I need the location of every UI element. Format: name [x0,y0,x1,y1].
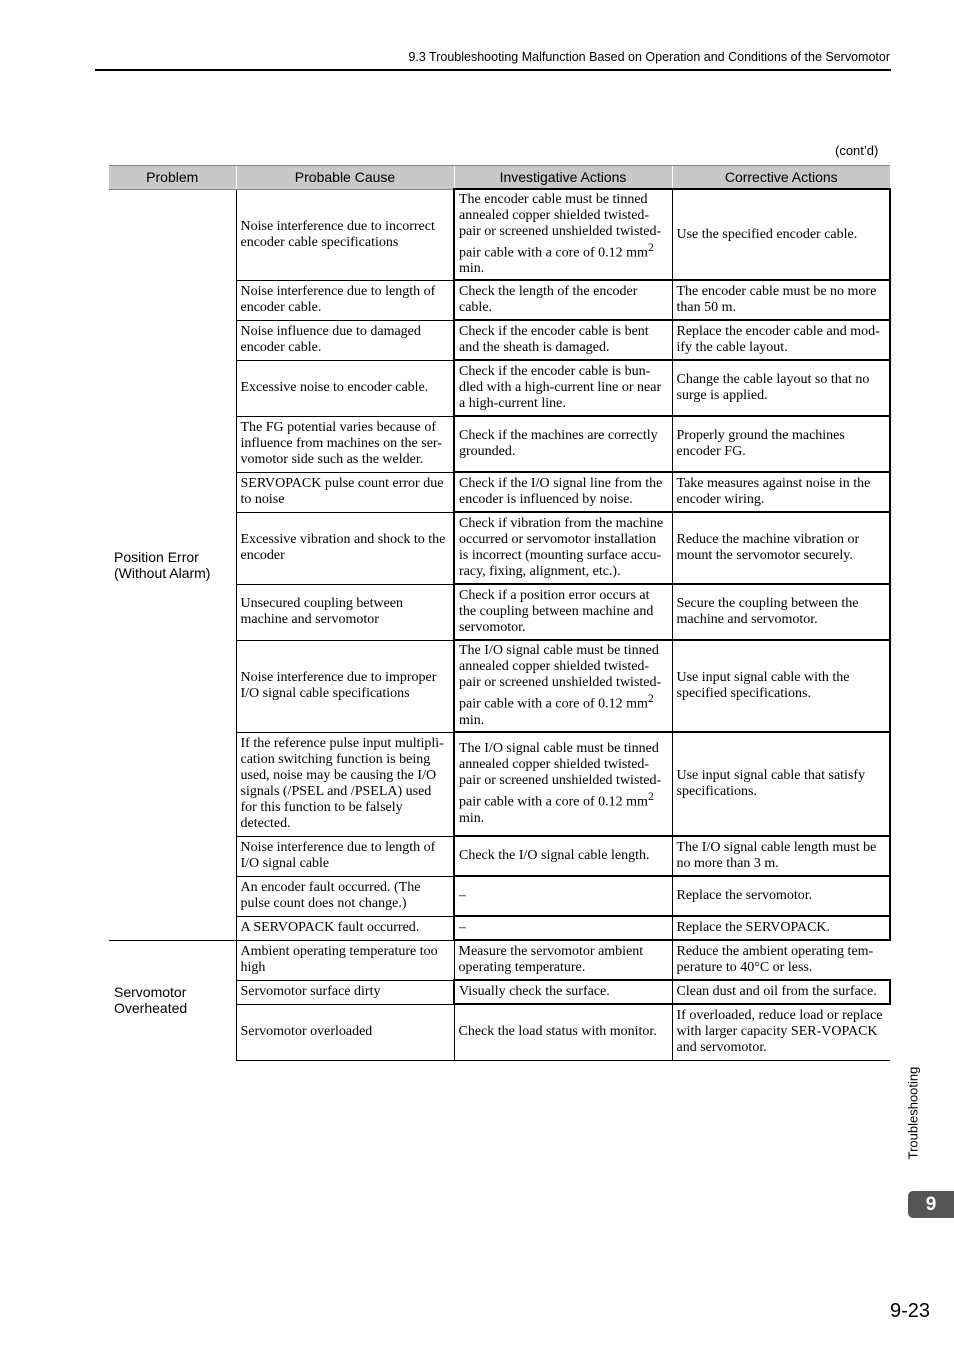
investigate-cell: Visually check the surface. [454,980,672,1004]
cause-cell: Noise interference due to improper I/O signal cable specifications [236,640,454,732]
corrective-cell: Use input signal cable with the specified specifications. [672,640,890,732]
corrective-cell: Use the specified encoder cable. [672,189,890,280]
cause-cell: SERVOPACK pulse count error due to noise [236,472,454,512]
side-tab-troubleshooting [903,1058,923,1168]
troubleshooting-table [109,165,891,1061]
corrective-cell: Secure the coupling between the machine and servomotor. [672,584,890,640]
table-row [109,940,890,980]
investigate-cell: The I/O signal cable must be tinned annealed copper shielded twisted-pair or screened unshielded twisted-pair cable with a core of 0.12 $mm^2$ min. [454,732,672,836]
corrective-cell: Replace the SERVOPACK. [672,916,890,940]
chapter-tab: 9 [908,1191,954,1218]
investigate-cell: – [454,916,672,940]
col-header-corrective: Corrective Actions [672,166,890,190]
problem-label: Overheated [114,1000,188,1017]
page-number: 9-23 [889,1300,930,1322]
side-tab-label: Troubleshooting [905,1066,921,1160]
corrective-cell: Use input signal cable that satisfy specifications. [672,732,890,836]
investigate-cell: Check if a position error occurs at the coupling between machine and servomotor. [454,584,672,640]
corrective-cell: The encoder cable must be no more than 50 m. [672,280,890,320]
problem-label: Servomotor [114,984,187,1001]
investigate-cell: Check the I/O signal cable length. [454,836,672,876]
problem-label: (Without Alarm) [114,564,211,581]
table-header-row [109,166,890,190]
table-row [109,189,890,280]
cause-cell: Ambient operating temperature too high [236,940,454,980]
problem-cell [109,189,236,940]
corrective-cell: Change the cable layout so that no surge is applied. [672,360,890,416]
investigate-cell: Check if the encoder cable is bun-dled with a high-current line or near a high-current line. [454,360,672,416]
cause-cell: Noise influence due to damaged encoder cable. [236,320,454,360]
problem-label: Position Error [114,548,199,565]
corrective-cell: Reduce the ambient operating tem-perature to 40°C or less. [672,940,890,980]
problem-cell [109,940,236,1060]
continued-label: (cont’d) [835,143,879,158]
corrective-cell: If overloaded, reduce load or replace with larger capacity SER-VOPACK and servomotor. [672,1004,890,1060]
corrective-cell: Properly ground the machines encoder FG. [672,416,890,472]
investigate-cell: The encoder cable must be tinned annealed copper shielded twisted-pair or screened unshielded twisted-pair cable with a core of 0.12 $mm^2$ min. [454,189,672,280]
investigate-cell: Check if the encoder cable is bent and the sheath is damaged. [454,320,672,360]
cause-cell: Noise interference due to length of I/O signal cable [236,836,454,876]
investigate-cell: Check if vibration from the machine occurred or servomotor installation is incorrect (mounting surface accu-racy, fixing, alignment, etc.). [454,512,672,584]
corrective-cell: Replace the encoder cable and mod-ify the cable layout. [672,320,890,360]
cause-cell: If the reference pulse input multipli-cation switching function is being used, noise may be causing the I/O signals (/PSEL and /PSELA) used for this function to be falsely detected. [236,732,454,836]
investigate-cell: Check the load status with monitor. [454,1004,672,1060]
cause-cell: Excessive vibration and shock to the encoder [236,512,454,584]
corrective-cell: Clean dust and oil from the surface. [672,980,890,1004]
corrective-cell: Reduce the machine vibration or mount the servomotor securely. [672,512,890,584]
cause-cell: A SERVOPACK fault occurred. [236,916,454,940]
col-header-cause: Probable Cause [236,166,454,190]
investigate-cell: Measure the servomotor ambient operating temperature. [454,940,672,980]
cause-cell: Excessive noise to encoder cable. [236,360,454,416]
cause-cell: An encoder fault occurred. (The pulse count does not change.) [236,876,454,916]
cause-cell: Noise interference due to incorrect encoder cable specifications [236,189,454,280]
corrective-cell: The I/O signal cable length must be no more than 3 m. [672,836,890,876]
cause-cell: Servomotor surface dirty [236,980,454,1004]
investigate-cell: Check if the I/O signal line from the encoder is influenced by noise. [454,472,672,512]
investigate-cell: Check if the machines are correctly grounded. [454,416,672,472]
investigate-cell: Check the length of the encoder cable. [454,280,672,320]
investigate-cell: – [454,876,672,916]
investigate-cell: The I/O signal cable must be tinned annealed copper shielded twisted-pair or screened unshielded twisted-pair cable with a core of 0.12 $mm^2$ min. [454,640,672,732]
cause-cell: Servomotor overloaded [236,1004,454,1060]
cause-cell: Unsecured coupling between machine and servomotor [236,584,454,640]
corrective-cell: Take measures against noise in the encoder wiring. [672,472,890,512]
cause-cell: Noise interference due to length of encoder cable. [236,280,454,320]
running-header: 9.3 Troubleshooting Malfunction Based on Operation and Conditions of the Servomotor [408,50,890,64]
col-header-problem: Problem [109,166,236,190]
header-rule [95,69,891,71]
cause-cell: The FG potential varies because of influence from machines on the ser-vomotor side such as the welder. [236,416,454,472]
corrective-cell: Replace the servomotor. [672,876,890,916]
col-header-investigative: Investigative Actions [454,166,672,190]
